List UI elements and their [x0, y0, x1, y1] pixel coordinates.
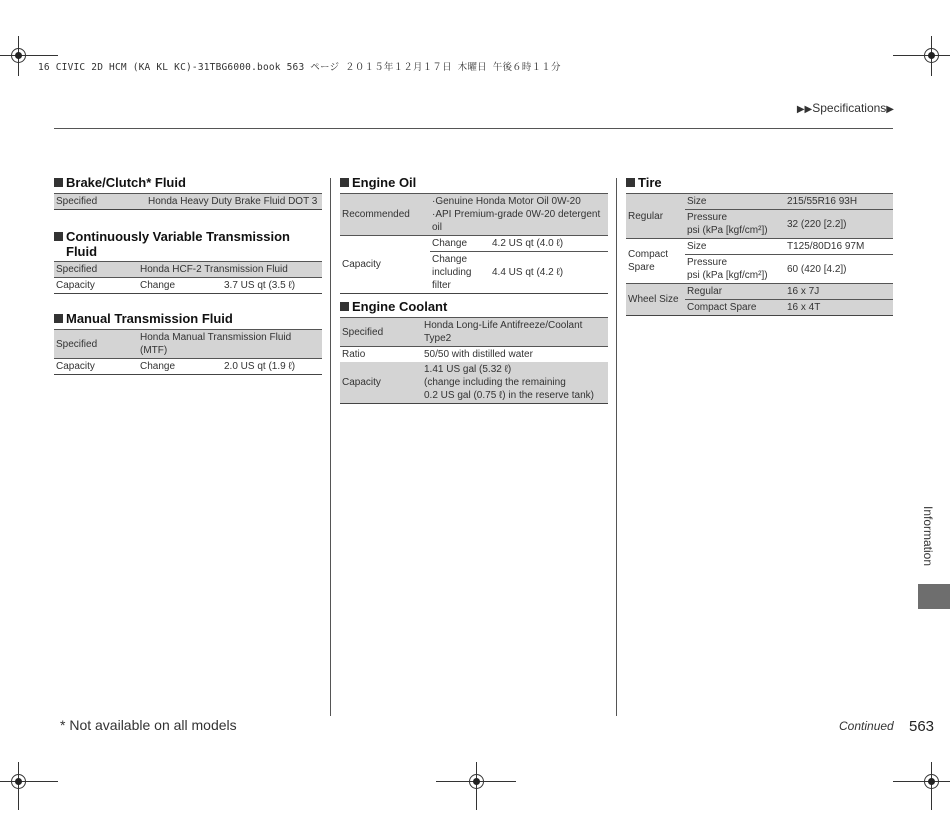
column-divider-left [330, 178, 331, 716]
brake-specified-value: Honda Heavy Duty Brake Fluid DOT 3 [146, 194, 322, 210]
crop-mark-bottom-right [893, 762, 950, 812]
table-row [54, 278, 322, 294]
table-row [340, 362, 608, 404]
crop-mark-bottom-left [0, 762, 60, 812]
mtf-capacity-label: Capacity [56, 361, 95, 372]
brake-fluid-table [54, 193, 322, 210]
breadcrumb [797, 101, 894, 115]
breadcrumb-label[interactable]: Specifications [812, 101, 887, 115]
section-square-icon [626, 178, 635, 187]
wheel-size-label: Wheel Size [626, 284, 685, 316]
cvt-change-value: 3.7 US qt (3.5 ℓ) [224, 280, 296, 291]
section-square-icon [340, 178, 349, 187]
cvt-specified-label: Specified [54, 262, 138, 278]
cvt-fluid-table [54, 261, 322, 294]
tire-compact-size-label: Size [685, 239, 785, 255]
oil-change-label: Change [430, 236, 490, 252]
crop-mark-top-left [0, 36, 60, 76]
table-row [340, 194, 608, 236]
tire-compact-size: T125/80D16 97M [785, 239, 893, 255]
oil-recommended-value: ·Genuine Honda Motor Oil 0W-20 ·API Premium-grade 0W-20 detergent oil [430, 194, 608, 236]
table-row [340, 236, 608, 252]
tire-compact-pressure: 60 (420 [4.2]) [785, 255, 893, 284]
coolant-capacity-label: Capacity [340, 362, 422, 404]
table-row [54, 262, 322, 278]
table-row [54, 359, 322, 375]
table-row [340, 318, 608, 347]
engine-oil-title: Engine Oil [340, 175, 416, 190]
tire-compact-pressure-label: Pressure psi (kPa [kgf/cm²]) [685, 255, 785, 284]
mtf-change-label: Change [140, 361, 176, 372]
tire-table [626, 193, 893, 316]
breadcrumb-arrows-icon: ▶▶ [796, 104, 813, 115]
tire-regular-size: 215/55R16 93H [785, 194, 893, 210]
tire-pressure-label: Pressure psi (kPa [kgf/cm²]) [685, 210, 785, 239]
column-divider-right [616, 178, 617, 716]
table-row [626, 284, 893, 300]
coolant-ratio-value: 50/50 with distilled water [424, 349, 533, 360]
table-row [54, 194, 322, 210]
mtf-specified-label: Specified [54, 330, 138, 359]
table-row [626, 194, 893, 210]
side-tab-label[interactable]: Information [921, 506, 935, 567]
tire-title: Tire [626, 175, 662, 190]
cvt-fluid-title: Continuously Variable Transmission Fluid [54, 229, 290, 259]
tire-size-label: Size [685, 194, 785, 210]
oil-filter-value: 4.4 US qt (4.2 ℓ) [492, 267, 564, 278]
oil-filter-label: Change including filter [432, 254, 472, 291]
engine-oil-table [340, 193, 608, 294]
cvt-specified-value: Honda HCF-2 Transmission Fluid [138, 262, 322, 278]
crop-mark-bottom-center [436, 762, 516, 812]
section-square-icon [54, 314, 63, 323]
section-square-icon [54, 232, 63, 241]
brake-fluid-title: Brake/Clutch* Fluid [54, 175, 186, 190]
footnote: * Not available on all models [60, 717, 237, 733]
continued-label: Continued [839, 719, 894, 733]
breadcrumb-end-arrow-icon: ▶ [886, 104, 894, 115]
engine-coolant-title: Engine Coolant [340, 299, 447, 314]
header-rule [54, 128, 893, 129]
table-row [54, 330, 322, 359]
section-square-icon [54, 178, 63, 187]
oil-capacity-label: Capacity [342, 259, 381, 270]
mtf-table [54, 329, 322, 375]
tire-regular-label: Regular [626, 194, 685, 239]
mtf-specified-value: Honda Manual Transmission Fluid (MTF) [138, 330, 322, 359]
coolant-specified-value: Honda Long-Life Antifreeze/Coolant Type2 [422, 318, 608, 347]
print-header: 16 CIVIC 2D HCM (KA KL KC)-31TBG6000.book 563 ページ ２０１５年１２月１７日 木曜日 午後６時１１分 [38, 62, 561, 73]
crop-mark-top-right [893, 36, 950, 76]
oil-change-value: 4.2 US qt (4.0 ℓ) [490, 236, 608, 252]
table-row [340, 347, 608, 363]
side-tab-marker [918, 584, 950, 609]
cvt-capacity-label: Capacity [56, 280, 95, 291]
tire-compact-label: Compact Spare [626, 239, 685, 284]
table-row [626, 239, 893, 255]
coolant-specified-label: Specified [340, 318, 422, 347]
coolant-ratio-label: Ratio [342, 349, 366, 360]
wheel-regular-label: Regular [685, 284, 785, 300]
wheel-regular-value: 16 x 7J [785, 284, 893, 300]
brake-specified-label: Specified [54, 194, 146, 210]
engine-coolant-table [340, 317, 608, 404]
tire-regular-pressure: 32 (220 [2.2]) [785, 210, 893, 239]
page-number: 563 [909, 718, 935, 735]
section-square-icon [340, 302, 349, 311]
wheel-compact-label: Compact Spare [685, 300, 785, 316]
wheel-compact-value: 16 x 4T [785, 300, 893, 316]
mtf-title: Manual Transmission Fluid [54, 311, 233, 326]
mtf-change-value: 2.0 US qt (1.9 ℓ) [224, 361, 296, 372]
coolant-capacity-value: 1.41 US gal (5.32 ℓ) (change including the remaining 0.2 US gal (0.75 ℓ) in the reserve tank) [422, 362, 608, 404]
cvt-change-label: Change [140, 280, 176, 291]
oil-recommended-label: Recommended [340, 194, 430, 236]
